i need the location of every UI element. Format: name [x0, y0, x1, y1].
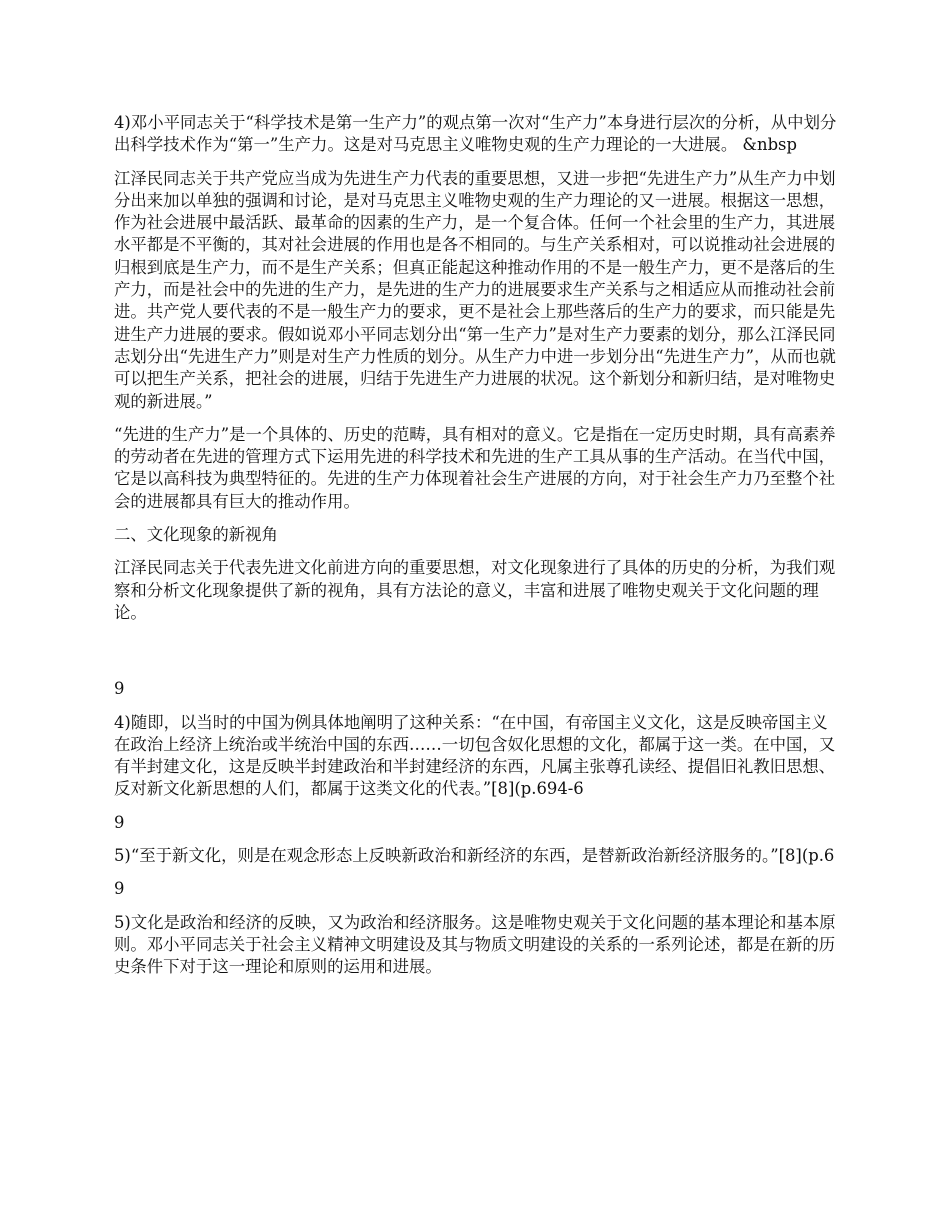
- paragraph-new-culture: 5)“至于新文化，则是在观念形态上反映新政治和新经济的东西，是替新政治新经济服务的。”[8](p.6: [114, 846, 835, 866]
- paragraph-china-culture-example: 4)随即，以当时的中国为例具体地阐明了这种关系：“在中国，有帝国主义文化，这是反映帝国主义在政治上经济上统治或半统治中国的东西……一切包含奴化思想的文化，都属于这一类。在中国，又有半封建文化，这是反映半封建政治和半封建经济的东西，凡属主张尊孔读经、提倡旧礼教旧思想、反对新文化新思想的人们，都属于这类文化的代表。”[8](p.694-6: [114, 712, 836, 799]
- paragraph-culture-perspective: 江泽民同志关于代表先进文化前进方向的重要思想，对文化现象进行了具体的历史的分析，为我们观察和分析文化现象提供了新的视角，具有方法论的意义，丰富和进展了唯物史观关于文化问题的理论。: [114, 558, 836, 622]
- document-page: [114, 112, 840, 979]
- section-heading-culture: 二、文化现象的新视角: [114, 525, 278, 545]
- fragment-number: 9: [114, 812, 125, 832]
- paragraph-culture-reflects-politics: 5)文化是政治和经济的反映，又为政治和经济服务。这是唯物史观关于文化问题的基本理论和基本原则。邓小平同志关于社会主义精神文明建设及其与物质文明建设的关系的一系列论述，都是在新的历史条件下对于这一理论和原则的运用和进展。: [114, 912, 836, 977]
- paragraph-advanced-productivity: 江泽民同志关于共产党应当成为先进生产力代表的重要思想，又进一步把“先进生产力”从生产力中划分出来加以单独的强调和讨论，是对马克思主义唯物史观的生产力理论的又一进展。根据这一思想，作为社会进展中最活跃、最革命的因素的生产力，是一个复合体。任何一个社会里的生产力，其进展水平都是不平衡的，其对社会进展的作用也是各不相同的。与生产关系相对，可以说推动社会进展的归根到底是生产力，而不是生产关系；但真正能起这种推动作用的不是一般生产力，更不是落后的生产力，而是社会中的先进的生产力，是先进的生产力的进展要求生产关系与之相适应从而推动社会前进。共产党人要代表的不是一般生产力的要求，更不是社会上那些落后的生产力的要求，而只能是先进生产力进展的要求。假如说邓小平同志划分出“第一生产力”是对生产力要素的划分，那么江泽民同志划分出“先进生产力”则是对生产力性质的划分。从生产力中进一步划分出“先进生产力”，从而也就可以把生产关系，把社会的进展，归结于先进生产力进展的状况。这个新划分和新归结，是对唯物史观的新进展。”: [114, 168, 836, 411]
- fragment-number: 9: [114, 879, 125, 899]
- fragment-number: 9: [114, 679, 125, 699]
- paragraph-productivity-layers: 4)邓小平同志关于“科学技术是第一生产力”的观点第一次对“生产力”本身进行层次的分析，从中划分出科学技术作为“第一”生产力。这是对马克思主义唯物史观的生产力理论的一大进展。 &nbsp: [114, 113, 837, 155]
- paragraph-advanced-productivity-definition: “先进的生产力”是一个具体的、历史的范畴，具有相对的意义。它是指在一定历史时期，具有高素养的劳动者在先进的管理方式下运用先进的科学技术和先进的生产工具从事的生产活动。在当代中国，它是以高科技为典型特征的。先进的生产力体现着社会生产进展的方向，对于社会生产力乃至整个社会的进展都具有巨大的推动作用。: [114, 424, 836, 511]
